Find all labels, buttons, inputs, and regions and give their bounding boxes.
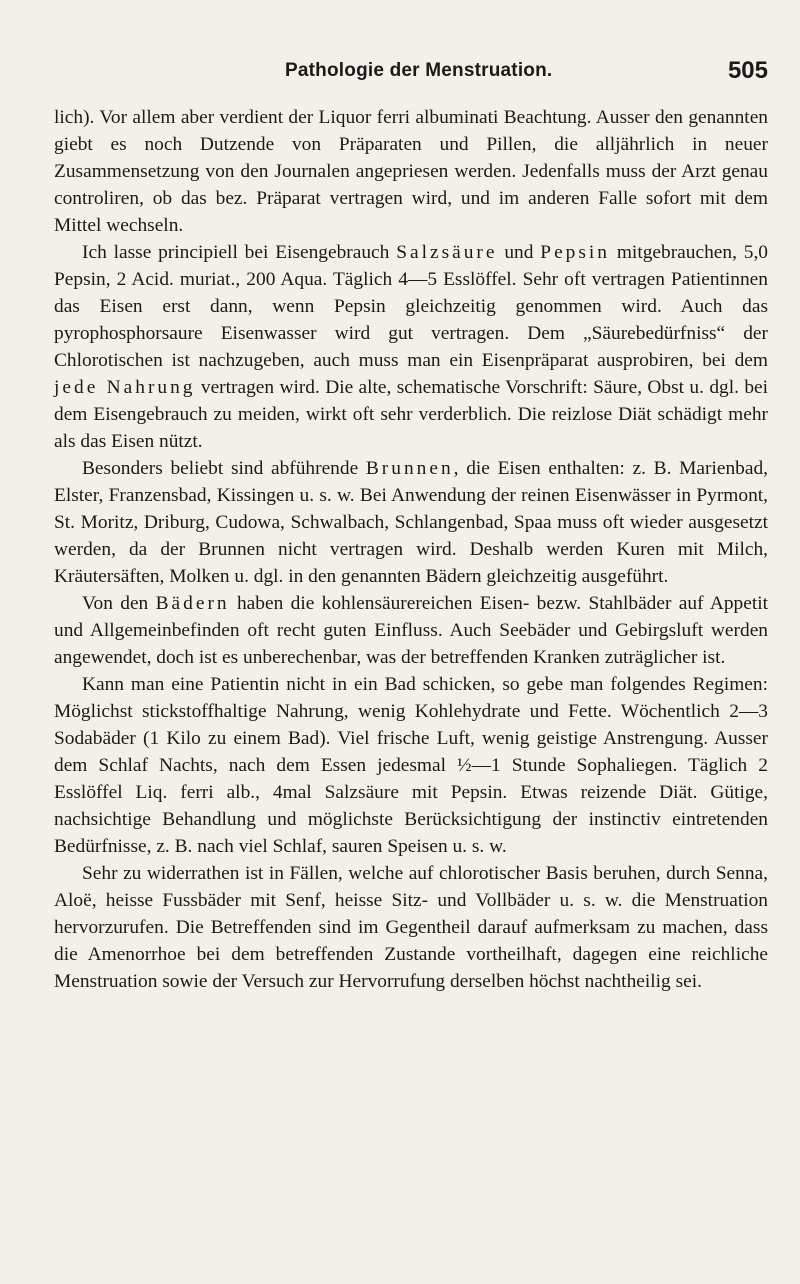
emphasized-text: Salzsäure <box>396 242 498 263</box>
emphasized-text: Bädern <box>155 593 230 614</box>
running-title: Pathologie der Menstruation. <box>285 60 553 81</box>
paragraph-text: Kann man eine Patientin nicht in ein Bad schicken, so gebe man folgendes Regimen: Möglichst stickstoffhaltige Nahrung, wenig Kohlehydrate und Fette. Wöchentlich 2—3 Sodabäder (1 Kilo zu einem Bad). Viel frische Luft, wenig geistige Anstrengung. Ausser dem Schlaf Nachts, nach dem Essen jedesmal ½—1 Stunde Sophaliegen. Täglich 2 Esslöffel Liq. ferri alb., 4mal Salzsäure mit Pepsin. Etwas reizende Diät. Gütige, nachsichtige Behandlung und möglichste Berücksichtigung der instinctiv eintretenden Bedürfnisse, z. B. nach viel Schlaf, sauren Speisen u. s. w. <box>54 674 768 857</box>
paragraph <box>54 239 768 455</box>
paragraph <box>54 104 768 239</box>
running-header <box>50 57 768 90</box>
paragraph <box>54 455 768 590</box>
paragraph-text: mitgebrauchen, 5,0 Pepsin, 2 Acid. muriat., 200 Aqua. Täglich 4—5 Esslöffel. Sehr oft vertragen Patientinnen das Eisen erst dann, wenn Pepsin gleichzeitig genommen wird. Auch das pyrophosphorsaure Eisenwasser wird gut vertragen. Dem „Säurebedürfniss“ der Chlorotischen ist nachzugeben, auch muss man ein Eisenpräparat ausprobiren, bei dem <box>54 242 768 371</box>
paragraph-text: vertragen wird. Die alte, schematische Vorschrift: Säure, Obst u. dgl. bei dem Eisengebrauch zu meiden, wirkt oft sehr verderblich. Die reizlose Diät schädigt mehr als das Eisen nützt. <box>54 377 769 452</box>
paragraph-text: haben die kohlensäurereichen Eisen- bezw. Stahlbäder auf Appetit und Allgemeinbefinden oft recht guten Einfluss. Auch Seebäder und Gebirgsluft werden angewendet, doch ist es unberechenbar, was der betreffenden Kranken zuträglicher ist. <box>54 593 768 668</box>
paragraph-text: Besonders beliebt sind abführende <box>82 458 366 479</box>
emphasized-text: jede Nahrung <box>54 377 196 398</box>
emphasized-text: Brunnen <box>365 458 454 479</box>
paragraph <box>54 590 768 671</box>
paragraph-text: lich). Vor allem aber verdient der Liquor ferri albuminati Beachtung. Ausser den genannten giebt es noch Dutzende von Präparaten und Pillen, die alljährlich in neuer Zusammensetzung von den Journalen angepriesen werden. Jedenfalls muss der Arzt genau controliren, ob das bez. Präparat vertragen wird, und im anderen Falle sofort mit dem Mittel wechseln. <box>54 107 768 236</box>
paragraph-text: , die Eisen enthalten: z. B. Marienbad, Elster, Franzensbad, Kissingen u. s. w. Bei Anwendung der reinen Eisenwässer in Pyrmont, St. Moritz, Driburg, Cudowa, Schwalbach, Schlangenbad, Spaa muss oft wieder ausgesetzt werden, da der Brunnen nicht vertragen wird. Deshalb werden Kuren mit Milch, Kräutersäften, Molken u. dgl. in den genannten Bädern gleichzeitig ausgeführt. <box>54 458 768 587</box>
paragraph <box>54 860 768 995</box>
page-number: 505 <box>727 57 768 84</box>
paragraph <box>54 671 768 860</box>
paragraph-text: Von den <box>82 593 156 614</box>
emphasized-text: Pepsin <box>540 242 610 263</box>
paragraph-text: Ich lasse principiell bei Eisengebrauch <box>82 242 397 263</box>
paragraph-text: Sehr zu widerrathen ist in Fällen, welche auf chlorotischer Basis beruhen, durch Senna, Aloë, heisse Fussbäder mit Senf, heisse Sitz- und Vollbäder u. s. w. die Menstruation hervorzurufen. Die Betreffenden sind im Gegentheil darauf aufmerksam zu machen, dass die Amenorrhoe bei dem betreffenden Zustande vortheilhaft, dagegen eine reichliche Menstruation sowie der Versuch zur Hervorrufung derselben höchst nachtheilig sei. <box>54 863 768 992</box>
paragraph-text: und <box>497 242 541 263</box>
body-text <box>54 104 768 995</box>
